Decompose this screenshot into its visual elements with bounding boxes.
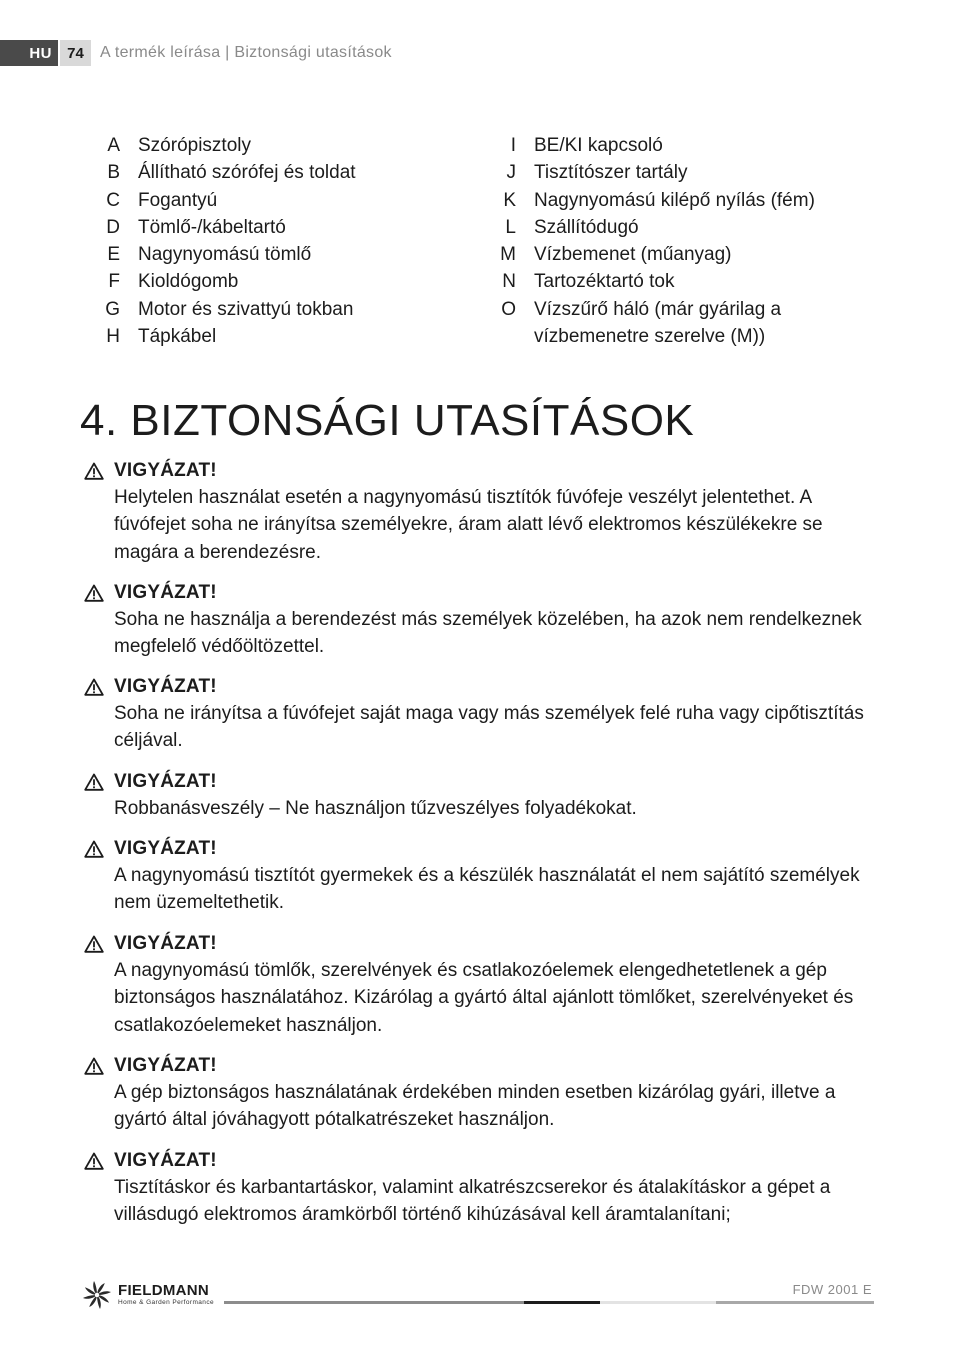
warning-text: A nagynyomású tisztítót gyermekek és a készülék használatát el nem sajátító személyek nem üzemeltethetik.: [114, 865, 860, 914]
header-title: A termék leírása | Biztonsági utasítások: [100, 44, 392, 61]
part-text: Tápkábel: [138, 326, 217, 348]
warning-label: VIGYÁZAT!: [114, 932, 217, 954]
warning-block: [84, 835, 884, 917]
part-text: Fogantyú: [138, 189, 218, 211]
parts-column-left: [96, 132, 476, 350]
warning-text: Soha ne használja a berendezést más személyek közelében, ha azok nem rendelkeznek megfelelő védőöltözettel.: [114, 609, 862, 658]
warning-triangle-icon: [84, 840, 104, 858]
warning-label: VIGYÁZAT!: [114, 581, 217, 603]
warning-text: Soha ne irányítsa a fúvófejet saját maga vagy más személyek felé ruha vagy cipőtisztítás céljával.: [114, 703, 864, 752]
part-letter: I: [510, 135, 516, 156]
section-title: 4. BIZTONSÁGI UTASÍTÁSOK: [80, 396, 695, 445]
part-letter: L: [505, 216, 516, 238]
part-letter: J: [506, 162, 516, 184]
part-item: [96, 214, 476, 241]
page-number: 74: [60, 40, 91, 66]
part-letter: D: [106, 216, 120, 238]
warning-text: A nagynyomású tömlők, szerelvények és csatlakozóelemek elengedhetetlenek a gép biztonságos használatához. Kizárólag a gyártó által ajánlott tömlőket, szerelvényeket és csatlakozóelemeket használjon.: [114, 960, 854, 1036]
warning-text: Robbanásveszély – Ne használjon tűzveszélyes folyadékokat.: [114, 798, 637, 819]
footer-rule: [224, 1301, 524, 1304]
part-item: [490, 296, 890, 351]
part-letter: O: [501, 298, 516, 320]
part-item: [96, 241, 476, 268]
warning-label: VIGYÁZAT!: [114, 1054, 217, 1076]
warning-triangle-icon: [84, 1057, 104, 1075]
fieldmann-logo-icon: [80, 1278, 114, 1312]
warning-triangle-icon: [84, 1152, 104, 1170]
part-letter: E: [107, 244, 120, 266]
part-text: Motor és szivattyú tokban: [138, 298, 354, 320]
warning-triangle-icon: [84, 773, 104, 791]
brand-name: FIELDMANN: [118, 1282, 210, 1299]
part-letter: F: [108, 271, 120, 293]
warning-block: [84, 673, 884, 755]
part-letter: M: [500, 244, 516, 266]
warning-label: VIGYÁZAT!: [114, 770, 217, 792]
part-item: [490, 132, 890, 159]
page-header: [0, 40, 392, 66]
footer-rule: [716, 1301, 874, 1304]
part-item: [96, 268, 476, 295]
warning-label: VIGYÁZAT!: [114, 675, 217, 697]
part-item: [490, 159, 890, 186]
part-item: [490, 214, 890, 241]
part-item: [490, 268, 890, 295]
part-letter: H: [106, 326, 120, 348]
part-text: Állítható szórófej és toldat: [138, 162, 356, 184]
part-item: [96, 132, 476, 159]
part-item: [96, 159, 476, 186]
warning-block: [84, 1147, 884, 1229]
warning-triangle-icon: [84, 678, 104, 696]
footer-rule: [600, 1301, 716, 1304]
warning-label: VIGYÁZAT!: [114, 837, 217, 859]
warning-block: [84, 1052, 884, 1134]
part-letter: G: [105, 298, 120, 320]
warning-triangle-icon: [84, 584, 104, 602]
warning-block: [84, 930, 884, 1039]
warning-text: Helytelen használat esetén a nagynyomású tisztítók fúvófeje veszélyt jelentethet. A fúvófejet soha ne irányítsa személyekre, áram alatt lévő elektromos készülékekre se magára a berendezésre.: [114, 487, 823, 563]
warning-text: Tisztításkor és karbantartáskor, valamint alkatrészcserekor és átalakításkor a gépet a villásdugó elektromos áramkörből történő kihúzásával kell áramtalanítani;: [114, 1177, 831, 1226]
warning-triangle-icon: [84, 935, 104, 953]
warning-block: [84, 579, 884, 661]
part-text: Nagynyomású kilépő nyílás (fém): [534, 189, 815, 211]
part-text: Tömlő-/kábeltartó: [138, 216, 286, 238]
part-letter: K: [503, 189, 516, 211]
part-letter: A: [107, 135, 120, 156]
part-text: Tartozéktartó tok: [534, 271, 675, 293]
model-number: FDW 2001 E: [792, 1282, 872, 1297]
part-letter: C: [106, 189, 120, 211]
parts-column-right: [490, 132, 890, 350]
part-letter: N: [502, 271, 516, 293]
warning-label: VIGYÁZAT!: [114, 1149, 217, 1171]
part-item: [490, 187, 890, 214]
language-badge: HU: [0, 40, 58, 66]
part-text: Tisztítószer tartály: [534, 162, 688, 184]
part-item: [96, 323, 476, 350]
part-text: BE/KI kapcsoló: [534, 135, 663, 156]
footer-rule-accent: [524, 1301, 600, 1304]
part-text: Vízszűrő háló (már gyárilag a vízbemenetre szerelve (M)): [534, 298, 782, 348]
part-text: Vízbemenet (műanyag): [534, 244, 732, 266]
warning-label: VIGYÁZAT!: [114, 459, 217, 481]
part-text: Kioldógomb: [138, 271, 239, 293]
warning-triangle-icon: [84, 462, 104, 480]
part-item: [490, 241, 890, 268]
brand-logo: [80, 1278, 214, 1312]
part-text: Nagynyomású tömlő: [138, 244, 312, 266]
part-item: [96, 296, 476, 323]
part-letter: B: [107, 162, 120, 184]
warning-text: A gép biztonságos használatának érdekében minden esetben kizárólag gyári, illetve a gyártó által jóváhagyott pótalkatrészeket használjon.: [114, 1082, 836, 1131]
warning-block: [84, 768, 884, 822]
part-text: Szórópisztoly: [138, 135, 251, 156]
brand-tagline: Home & Garden Performance: [118, 1299, 214, 1306]
warning-block: [84, 457, 884, 566]
part-text: Szállítódugó: [534, 216, 639, 238]
part-item: [96, 187, 476, 214]
page-footer: [80, 1276, 874, 1316]
